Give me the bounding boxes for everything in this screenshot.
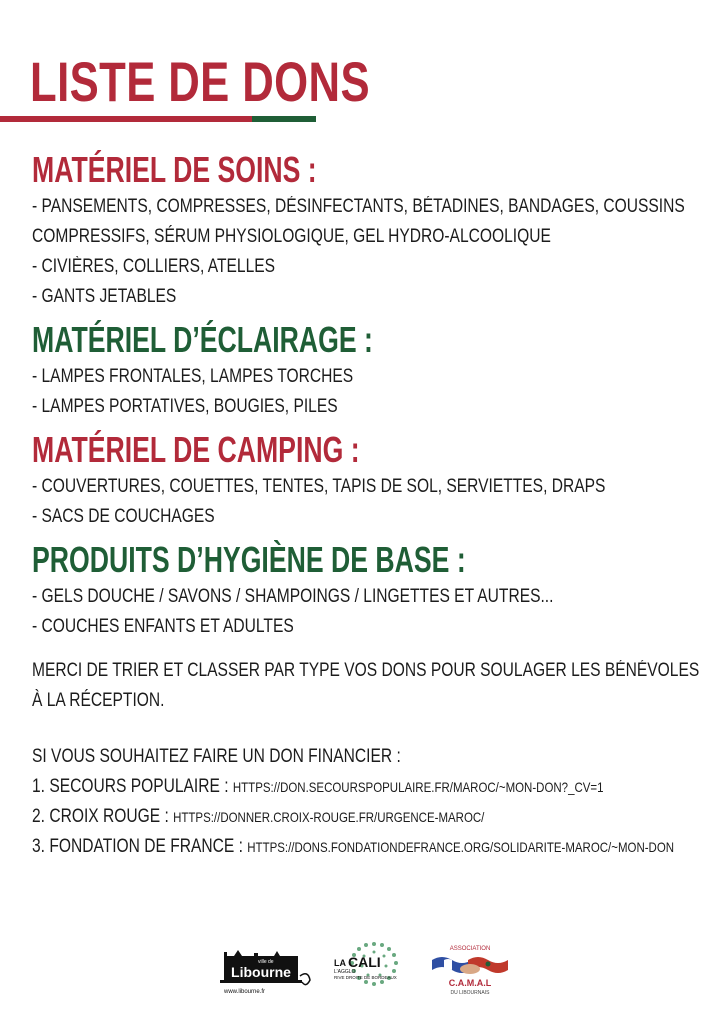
camal-name: C.A.M.A.L	[448, 978, 492, 988]
donation-link[interactable]: HTTPS://DON.SECOURSPOPULAIRE.FR/MAROC/~MON-DON?_CV=1	[232, 779, 604, 795]
section-hygiene	[32, 538, 702, 642]
section-camping	[32, 428, 702, 532]
page-title: LISTE DE DONS	[30, 50, 370, 113]
la-cali-name: CALI	[348, 954, 381, 970]
list-item: - LAMPES PORTATIVES, BOUGIES, PILES	[32, 396, 338, 417]
section-title-hygiene: PRODUITS D’HYGIÈNE DE BASE :	[32, 539, 466, 580]
donation-link[interactable]: HTTPS://DONNER.CROIX-ROUGE.FR/URGENCE-MAROC/	[173, 809, 485, 825]
libourne-name: Libourne	[231, 964, 291, 980]
financial-entry-secours	[32, 772, 702, 802]
libourne-small-text: ville de	[258, 959, 274, 965]
la-cali-sub2: RIVE DROITE DE BORDEAUX	[334, 975, 397, 980]
title-underline-green	[252, 116, 316, 122]
sorting-note: MERCI DE TRIER ET CLASSER PAR TYPE VOS DONS POUR SOULAGER LES BÉNÉVOLES À LA RÉCEPTION.	[32, 660, 700, 711]
donation-link[interactable]: HTTPS://DONS.FONDATIONDEFRANCE.ORG/SOLIDARITE-MAROC/~MON-DON	[247, 839, 675, 855]
list-item: - LAMPES FRONTALES, LAMPES TORCHES	[32, 366, 354, 387]
title-underline-red	[0, 116, 252, 122]
financial-entry-label: 3. FONDATION DE FRANCE :	[32, 836, 243, 857]
donation-list	[32, 148, 702, 862]
financial-intro: SI VOUS SOUHAITEZ FAIRE UN DON FINANCIER :	[32, 746, 401, 767]
section-lighting	[32, 318, 702, 422]
camal-top-text: ASSOCIATION	[449, 946, 491, 952]
financial-entry-label: 1. SECOURS POPULAIRE :	[32, 776, 229, 797]
libourne-logo	[214, 950, 316, 996]
list-item: - SACS DE COUCHAGES	[32, 506, 215, 527]
la-cali-la: LA	[334, 958, 346, 968]
list-item: - CIVIÈRES, COLLIERS, ATELLES	[32, 256, 276, 277]
camal-bottom-text: DU LIBOURNAIS	[450, 990, 490, 996]
la-cali-sub1: L’AGGLO	[334, 969, 356, 975]
list-item: - GELS DOUCHE / SAVONS / SHAMPOINGS / LINGETTES ET AUTRES...	[32, 586, 554, 607]
section-title-camping: MATÉRIEL DE CAMPING :	[32, 429, 360, 470]
list-item: - COUCHES ENFANTS ET ADULTES	[32, 616, 294, 637]
section-medical	[32, 148, 702, 312]
partner-logos	[0, 930, 725, 1000]
list-item: - COUVERTURES, COUETTES, TENTES, TAPIS DE SOL, SERVIETTES, DRAPS	[32, 476, 606, 497]
libourne-site: www.libourne.fr	[224, 989, 266, 995]
section-title-medical: MATÉRIEL DE SOINS :	[32, 149, 317, 190]
financial-entry-fondation	[32, 832, 702, 862]
list-item: - PANSEMENTS, COMPRESSES, DÉSINFECTANTS, BÉTADINES, BANDAGES, COUSSINS COMPRESSIFS, SÉRUM PHYSIOLOGIQUE, GEL HYDRO-ALCOOLIQUE	[32, 196, 685, 247]
list-item: - GANTS JETABLES	[32, 286, 177, 307]
financial-entry-label: 2. CROIX ROUGE :	[32, 806, 169, 827]
section-title-lighting: MATÉRIEL D’ÉCLAIRAGE :	[32, 319, 373, 360]
camal-logo	[424, 942, 516, 998]
financial-entry-croix-rouge	[32, 802, 702, 832]
la-cali-logo	[328, 936, 420, 996]
